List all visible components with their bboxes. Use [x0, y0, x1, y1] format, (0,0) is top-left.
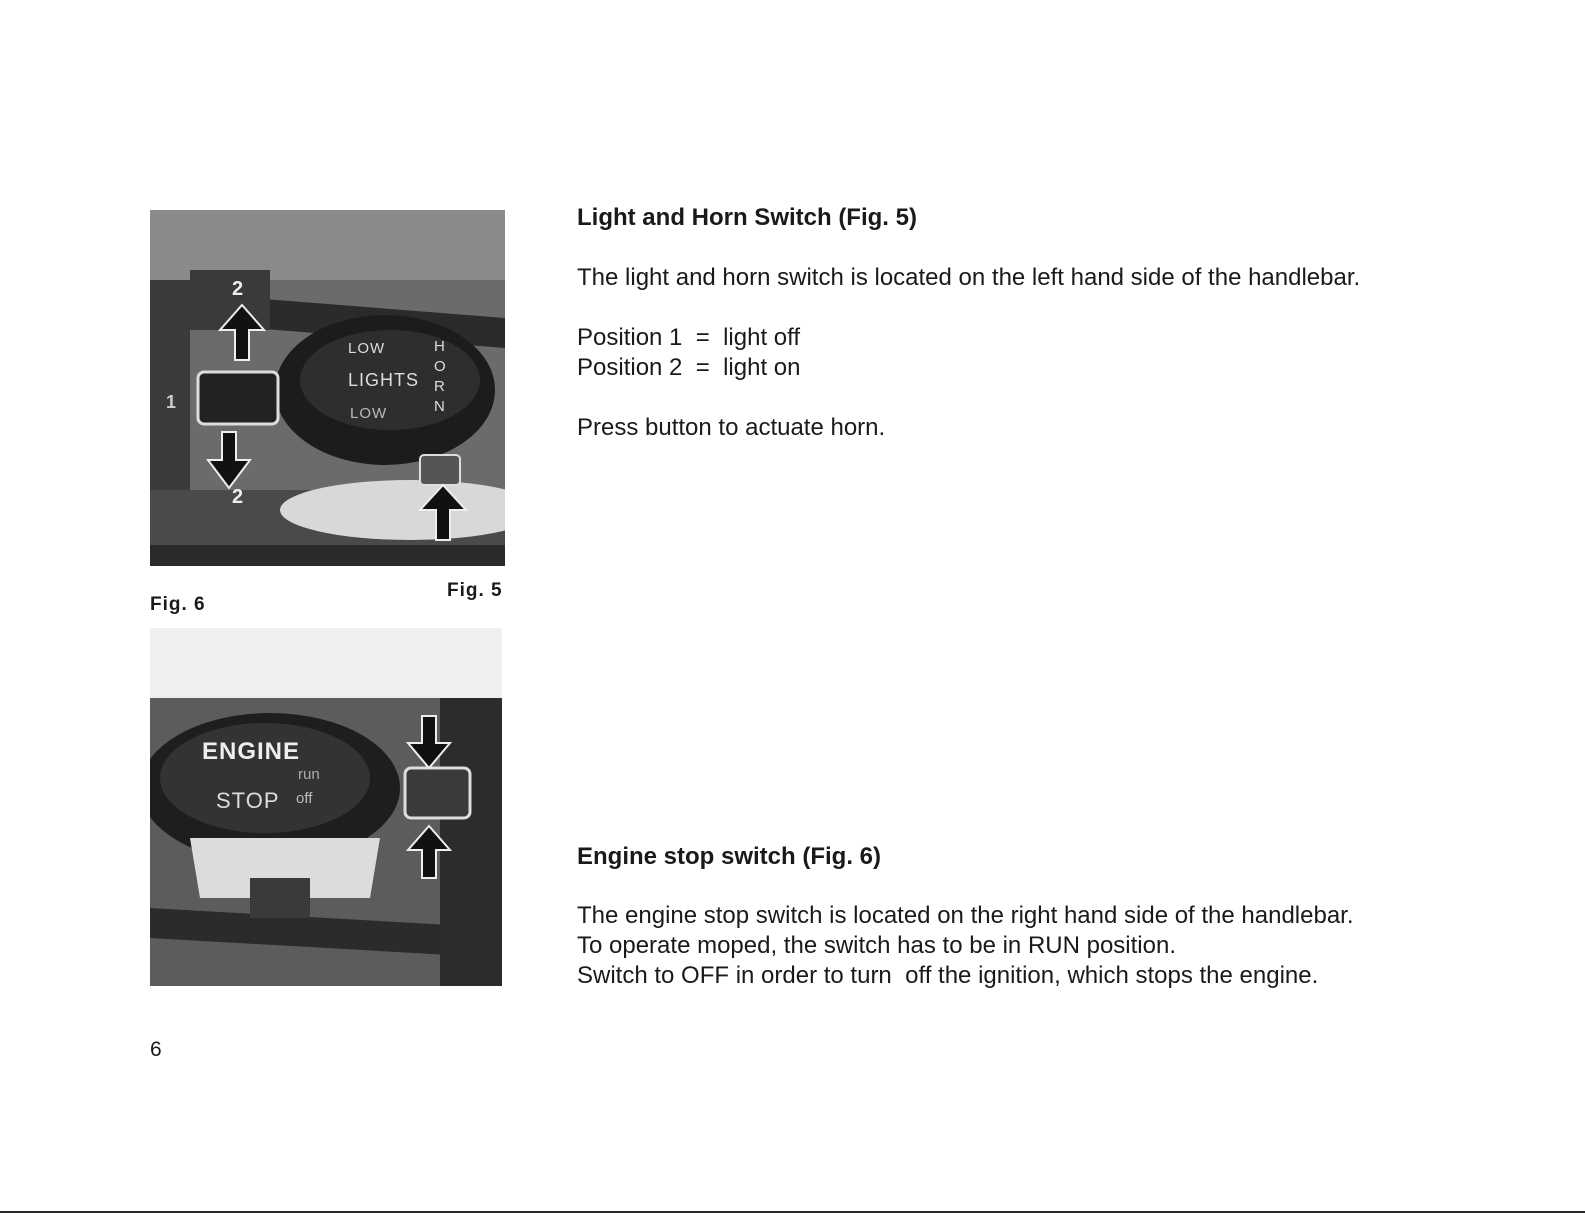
fig-5-caption: Fig. 5: [447, 580, 503, 601]
light-horn-heading: Light and Horn Switch (Fig. 5): [577, 204, 917, 231]
switch-text-run: run: [298, 766, 320, 783]
engine-stop-line-1: The engine stop switch is located on the right hand side of the handlebar.: [577, 902, 1354, 929]
switch-text-horn-n: N: [434, 398, 445, 415]
engine-stop-section: [577, 842, 1477, 991]
arrow-label-bottom: 2: [232, 486, 244, 508]
page-number: 6: [150, 1038, 162, 1061]
switch-text-engine: ENGINE: [202, 738, 301, 765]
engine-stop-line-3: Switch to OFF in order to turn off the ignition, which stops the engine.: [577, 962, 1319, 989]
switch-text-horn-r: R: [434, 378, 445, 395]
position-2-line: Position 2 = light on: [577, 354, 801, 381]
arrow-label-middle: 1: [166, 392, 177, 412]
engine-stop-heading: Engine stop switch (Fig. 6): [577, 843, 882, 870]
horn-note: Press button to actuate horn.: [577, 414, 886, 441]
switch-text-stop: STOP: [216, 788, 280, 813]
switch-text-horn-o: O: [434, 358, 446, 375]
bottom-edge-line: [0, 1211, 1585, 1213]
switch-text-off: off: [296, 790, 313, 807]
switch-text-horn-h: H: [434, 338, 445, 355]
engine-stop-switch-photo: [150, 628, 502, 986]
switch-text-low-bottom: LOW: [350, 405, 388, 422]
light-horn-switch-photo: [150, 210, 505, 566]
arrow-label-top: 2: [232, 278, 244, 300]
engine-stop-line-2: To operate moped, the switch has to be in RUN position.: [577, 932, 1176, 959]
switch-text-low-top: LOW: [348, 340, 386, 357]
engine-stop-switch-illustration: [150, 628, 502, 986]
light-horn-intro: The light and horn switch is located on the left hand side of the handlebar.: [577, 264, 1361, 291]
position-list: [577, 323, 1477, 383]
light-horn-switch-illustration: [150, 210, 505, 566]
switch-text-lights: LIGHTS: [348, 370, 420, 390]
light-horn-section: [577, 203, 1477, 443]
fig-6-caption: Fig. 6: [150, 594, 206, 615]
position-1-line: Position 1 = light off: [577, 324, 801, 351]
